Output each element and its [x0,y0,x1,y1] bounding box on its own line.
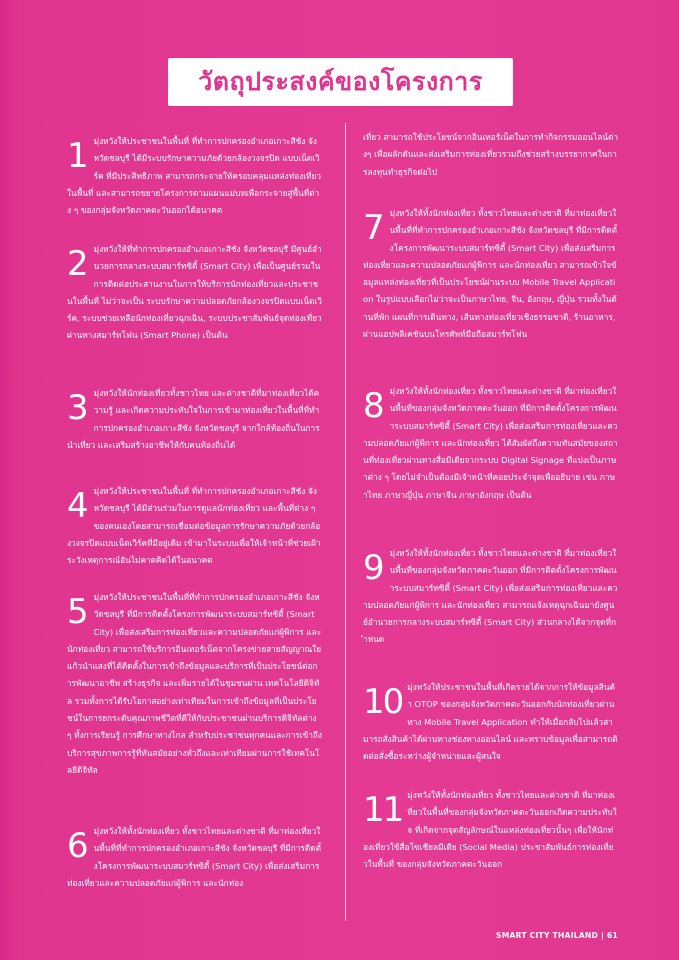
title-banner [168,58,513,106]
objective-item [363,787,618,873]
item-number: 2 [67,244,89,284]
item-number: 4 [67,486,89,526]
objective-item [363,679,618,765]
item-text: มุ่งหวังให้ประชาชนในพื้นที่ ที่ทำการปกครองอำเภอเกาะสีชัง จังหวัดชลบุรี ได้มีส่วนร่วมในการดูแลนักท่องเที่ยว และพื้นที่ต่าง ๆ ของตนเองโดยสามารถเชื่อมต่อข้อมูลการรักษาความภัยด้วยกล้องวงจรปิดแบบเน็ตเวิร์คที่มีอยู่เดิม เข้ามาในระบบเพื่อให้เจ้าหน้าที่ช่วยเฝ้าระวังเหตุการณ์อันไม่คาดคิดได้ในอนาคต [67,486,321,566]
item-number: 5 [67,592,89,632]
item-text: มุ่งหวังให้ทั้งนักท่องเที่ยว ทั้งชาวไทยและต่างชาติ ที่มาท่องเที่ยวในพื้นที่ที่ทำการปกครองอำเภอเกาะสีชัง จังหวัดชลบุรี ที่มีการติดตั้งโครงการพัฒนาระบบสมาร์ทซิตี้ (Smart City) เพื่อส่งเสริมการท่องเที่ยวและความปลอดภัยแก่ผู้พิการ และนักท่อง [67,826,322,888]
item-text: มุ่งหวังให้ประชาชนในพื้นที่ ที่ทำการปกครองอำเภอเกาะสีชัง จังหวัดชลบุรี ได้มีระบบรักษาความภัยด้วยกล้องวงจรปิด แบบเน็ตเวิร์ค ที่มีประสิทธิภาพ สามารถกระจายให้ครอบคลุมแหล่งท่องเที่ยวในพื้นที่ และสามารถขยายโครงการตามแผนแม่บทเพื่อกระจายสู่พื้นที่ต่าง ๆ ของกลุ่มจังหวัดภาคตะวันออกได้อนาคต [67,136,322,216]
column-divider [345,123,346,921]
item-number: 9 [363,548,385,588]
objective-item [67,241,322,345]
item-number: 1 [67,136,89,176]
item-number: 7 [363,208,385,248]
item-number: 8 [363,386,385,426]
objective-item [67,483,322,569]
objective-item-continued [363,129,618,181]
objective-item [67,385,322,454]
item-text: มุ่งหวังให้ทั้งนักท่องเที่ยว ทั้งชาวไทยและต่างชาติ ที่มาท่องเที่ยวในพื้นที่ที่ทำการปกครองอำเภอเกาะสีชัง จังหวัดชลบุรี ที่มีการติดตั้งโครงการพัฒนาระบบสมาร์ทซิตี้ (Smart City) เพื่อส่งเสริมการท่องเที่ยวและความปลอดภัยแก่ผู้พิการ และนักท่องเที่ยว สามารถเข้าใจข้อมูลแหล่งท่องเที่ยวที่เป็นประโยชน์ผ่านระบบ Mobile Travel Application ในรูปแบบเลือกไม่ว่าจะเป็นภาษาไทย, จีน, อังกฤษ, ญี่ปุ่น รวมทั้งในด้านที่พัก แผนที่การเดินทาง, เส้นทางท่องเที่ยวเชิงธรรมชาติ, ร้านอาหาร, ผ่านแอปพลิเคชันบนโทรศัพท์มือถือสมาร์ทโฟน [363,208,618,340]
objective-item [67,823,322,892]
item-text: มุ่งหวังให้ประชาชนในพื้นที่ที่ทำการปกครองอำเภอเกาะสีชัง จังหวัดชลบุรี ที่มีการติดตั้งโครงการพัฒนาระบบสมาร์ทซิตี้ (Smart City) เพื่อส่งเสริมการท่องเที่ยวและความปลอดภัยแก่ผู้พิการ และนักท่องเที่ยว สามารถใช้บริการอินเทอร์เน็ตจากโครงข่ายสายสัญญาณใยแก้วนำแสงที่ได้ติดตั้งในการเข้าถึงข้อมูลและบริการที่เป็นประโยชน์ต่อการพัฒนาอาชีพ สร้างธุรกิจ และเพิ่มรายได้ในชุมชนผ่าน เทคโนโลยีดิจิทัล รวมทั้งการได้รับโอกาสอย่างเท่าเทียมในการเข้าถึงข้อมูลที่เป็นประโยชน์ในการยกระดับคุณภาพชีวิตที่ดีให้กับประชาชนผ่านบริการดิจิทัลต่าง ๆ ทั้งการเรียนรู้ การศึกษาทางไกล สำหรับประชาชนทุกคนและการเข้าถึงบริการสุขภาพการรู้ที่ทันสมัยอย่างทั่วถึงและเท่าเทียมผ่านการใช้เทคโนโลยีดิจิทัล [67,592,322,775]
page-title: วัตถุประสงค์ของโครงการ [198,67,483,96]
item-text: มุ่งหวังให้ทั้งนักท่องเที่ยว ทั้งชาวไทยและต่างชาติ ที่มาท่องเที่ยวในพื้นที่ของกลุ่มจังหวัดภาคตะวันออก ที่มีการติดตั้งโครงการพัฒนาระบบสมาร์ทซิตี้ (Smart City) เพื่อส่งเสริมการท่องเที่ยวและความปลอดภัยแก่ผู้พิการ และนักท่องเที่ยว ได้สัมผัสถึงความทันสมัยของสถานที่ท่องเที่ยวผ่านทางสื่อมีเดียจากระบบ Digital Signage ที่แบ่งเป็นภาษาต่าง ๆ โดยไม่จำเป็นต้องมีเจ้าหน้าที่คอยประจำจุดเพื่ออธิบาย เช่น ภาษาไทย ภาษาญี่ปุ่น ภาษาจีน ภาษาอังกฤษ เป็นต้น [363,386,618,500]
item-number: 3 [67,388,89,428]
item-text: มุ่งหวังให้ทั้งนักท่องเที่ยว ทั้งชาวไทยและต่างชาติ ที่มาท่องเที่ยวในพื้นที่ของกลุ่มจังหวัดภาคตะวันออกเกิดความประทับใจ ที่เกิดจากจุดสัญลักษณ์ในแหล่งท่องเที่ยวนั้นๆ เพื่อให้นักท่องเที่ยวใช้สื่อโซเชียลมีเดีย (Social Media) ประชาสัมพันธ์การท่องเที่ยวในพื้นที่ ของกลุ่มจังหวัดภาคตะวันออก [363,790,617,870]
item-text: มุ่งหวังให้ทั้งนักท่องเที่ยว ทั้งชาวไทยและต่างชาติ ที่มาท่องเที่ยวในพื้นที่ของกลุ่มจังหวัดภาคตะวันออก ที่มีการติดตั้งโครงการพัฒนาระบบสมาร์ทซิตี้ (Smart City) เพื่อส่งเสริมการท่องเที่ยวและความปลอดภัยแก่ผู้พิการ และนักท่องเที่ยว สามารถแจ้งเหตุฉุกเฉินมายังศูนย์อำนวยการกลางระบบสมาร์ทซิตี้ (Smart City) ส่วนกลางได้จากจุดที่กำหนด [363,548,618,645]
item-text: มุ่งหวังให้นักท่องเที่ยวทั้งชาวไทย และต่างชาติที่มาท่องเที่ยวได้ความรู้ และเกิดความประทับใจในการเข้ามาท่องเที่ยวในพื้นที่ที่ทำการปกครองอำเภอเกาะสีชัง จังหวัดชลบุรี จากใกล้ท้องถิ่นในการนำเที่ยว และเสริมสร้างอาชีพให้กับคนท้องถิ่นได้ [67,388,320,450]
objective-item [67,589,322,779]
item-text: มุ่งหวังให้ที่ทำการปกครองอำเภอเกาะสีชัง จังหวัดชลบุรี มีศูนย์อำนวยการกลางระบบสมาร์ทซิตี้ (Smart City) เพื่อเป็นศูนย์รวมในการติดต่อประสานงานในการให้บริการนักท่องเที่ยวและประชาชนในพื้นที่ ไม่ว่าจะเป็น ระบบรักษาความปลอดภัยกล้องวงจรปิดแบบเน็ตเวิร์ค, ระบบช่วยเหลือนักท่องเที่ยวฉุกเฉิน, ระบบประชาสัมพันธ์จุดท่องเที่ยวผ่านทางสมาร์ทโฟน (Smart Phone) เป็นต้น [67,244,322,341]
item-number: 6 [67,826,89,866]
item-number: 10 [363,682,403,722]
item-text: มุ่งหวังให้ประชาชนในพื้นที่เกิดรายได้จากการให้ข้อมูลสินค้า OTOP ของกลุ่มจังหวัดภาคตะวันออกกับนักท่องเที่ยวผ่านทาง Mobile Travel Application ทำให้เมื่อกลับไปแล้วสามารถสั่งสินค้าได้ผ่านทางช่องทางออนไลน์ และทราบข้อมูลเพื่อสามารถติดต่อสั่งซื้อระหว่างผู้จำหน่ายและผู้สนใจ [363,682,618,762]
objective-item [363,545,618,649]
objective-item [363,205,618,343]
page-footer: SMART CITY THAILAND | 61 [496,931,618,940]
item-number: 11 [363,790,403,830]
item-text: เที่ยว สามารถใช้ประโยชน์จากอินเทอร์เน็ตในการทำกิจกรรมออนไลน์ต่างๆ เพื่อผลักดันและส่งเสริมการท่องเที่ยวรวมถึงช่วยสร้างบรรยากาศในการลงทุนทำธุรกิจต่อไป [363,132,619,177]
objective-item [363,383,618,504]
objective-item [67,133,322,219]
